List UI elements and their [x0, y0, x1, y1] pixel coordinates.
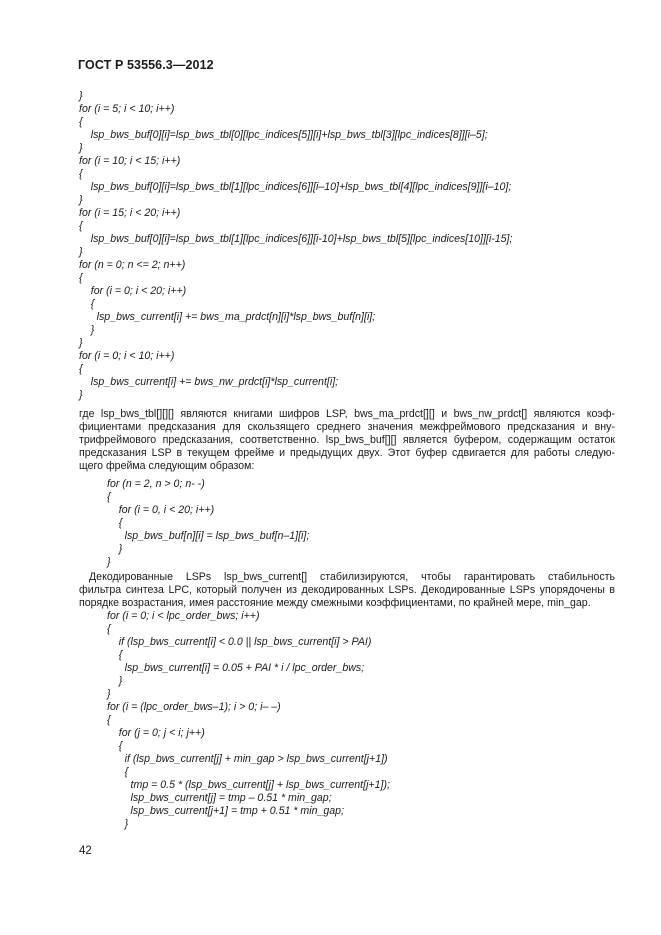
code-line: }: [79, 194, 83, 206]
code-line: for (i = 0; i < 20; i++): [79, 285, 187, 297]
code-line: lsp_bws_current[j+1] = tmp + 0.51 * min_gap;: [107, 805, 345, 817]
code-line: {: [79, 168, 83, 180]
code-line: for (i = 0, i < 20; i++): [107, 504, 215, 516]
code-line: }: [79, 142, 83, 154]
text-line: фильтра синтеза LPC, который получен из декодированных LSPs. Декодированные LSPs упорядочены в: [79, 584, 615, 596]
code-line: lsp_bws_buf[0][i]=lsp_bws_tbl[1][lpc_indices[6]][i-10]+lsp_bws_tbl[5][lpc_indices[10]][i-15];: [79, 233, 513, 245]
code-line: {: [79, 116, 83, 128]
code-line: }: [79, 246, 83, 258]
code-line: {: [107, 649, 123, 661]
code-line: {: [79, 272, 83, 284]
code-block-loops: [79, 90, 512, 402]
code-line: }: [107, 543, 123, 555]
code-line: {: [107, 517, 123, 529]
code-line: lsp_bws_current[i] += bws_ma_prdct[n][i]*lsp_bws_buf[n][i];: [79, 311, 376, 323]
code-line: for (i = 0; i < 10; i++): [79, 350, 175, 362]
document-header: ГОСТ Р 53556.3—2012: [78, 58, 214, 72]
code-line: {: [107, 491, 111, 503]
code-line: }: [107, 688, 111, 700]
code-block-buffer-shift: [107, 478, 309, 569]
code-line: }: [79, 324, 95, 336]
text-line: Декодированные LSPs lsp_bws_current[] стабилизируются, чтобы гарантировать стабильность: [89, 571, 615, 583]
code-line: lsp_bws_current[i] = 0.05 + PAI * i / lpc_order_bws;: [107, 662, 365, 674]
code-line: for (i = (lpc_order_bws–1); i > 0; i– –): [107, 701, 281, 713]
text-line: трифреймового предсказания, соответственно. lsp_bws_buf[][] является буфером, содержащим остаток: [79, 434, 615, 446]
text-line: щего фрейма следующим образом:: [79, 460, 255, 472]
code-line: }: [107, 818, 129, 830]
code-line: lsp_bws_current[i] += bws_nw_prdct[i]*lsp_current[i];: [79, 376, 339, 388]
code-line: {: [107, 740, 123, 752]
paragraph-description: [79, 408, 615, 473]
code-line: for (n = 0; n <= 2; n++): [79, 259, 186, 271]
paragraph-stabilization: [79, 571, 615, 610]
code-line: lsp_bws_buf[0][i]=lsp_bws_tbl[0][lpc_indices[5]][i]+lsp_bws_tbl[3][lpc_indices[8]][i–5];: [79, 129, 488, 141]
code-line: }: [79, 337, 83, 349]
code-line: }: [107, 675, 123, 687]
code-line: {: [107, 766, 129, 778]
code-line: lsp_bws_current[j] = tmp – 0.51 * min_gap;: [107, 792, 332, 804]
code-line: if (lsp_bws_current[i] < 0.0 || lsp_bws_current[i] > PAI): [107, 636, 372, 648]
text-line: где lsp_bws_tbl[][][] являются книгами шифров LSP, bws_ma_prdct[][] и bws_nw_prdct[] являются коэф-: [79, 408, 615, 420]
code-line: for (i = 5; i < 10; i++): [79, 103, 175, 115]
code-line: {: [79, 363, 83, 375]
code-line: lsp_bws_buf[0][i]=lsp_bws_tbl[1][lpc_indices[6]][i–10]+lsp_bws_tbl[4][lpc_indices[9]][i–10];: [79, 181, 512, 193]
text-line: предсказания LSP в текущем фрейме и предыдущих двух. Этот буфер сдвигается для работы следую-: [79, 447, 615, 459]
code-block-stabilization: [107, 610, 390, 831]
code-line: {: [107, 714, 111, 726]
code-line: for (i = 15; i < 20; i++): [79, 207, 181, 219]
code-line: {: [79, 220, 83, 232]
code-line: for (j = 0; j < i; j++): [107, 727, 205, 739]
code-line: tmp = 0.5 * (lsp_bws_current[j] + lsp_bws_current[j+1]);: [107, 779, 390, 791]
code-line: }: [79, 90, 83, 102]
code-line: for (i = 0; i < lpc_order_bws; i++): [107, 610, 260, 622]
text-line: порядке возрастания, имея расстояние между смежными коэффициентами, по крайней мере, min_gap.: [79, 597, 591, 609]
code-line: for (n = 2, n > 0; n- -): [107, 478, 205, 490]
code-line: if (lsp_bws_current[j] + min_gap > lsp_bws_current[j+1]): [107, 753, 388, 765]
code-line: }: [79, 389, 83, 401]
page-number: 42: [79, 845, 92, 857]
code-line: {: [79, 298, 95, 310]
code-line: lsp_bws_buf[n][i] = lsp_bws_buf[n–1][i];: [107, 530, 310, 542]
text-line: фициентами предсказания для скользящего среднего значения межфреймового предсказания и вну-: [79, 421, 615, 433]
code-line: {: [107, 623, 111, 635]
code-line: }: [107, 556, 111, 568]
code-line: for (i = 10; i < 15; i++): [79, 155, 181, 167]
